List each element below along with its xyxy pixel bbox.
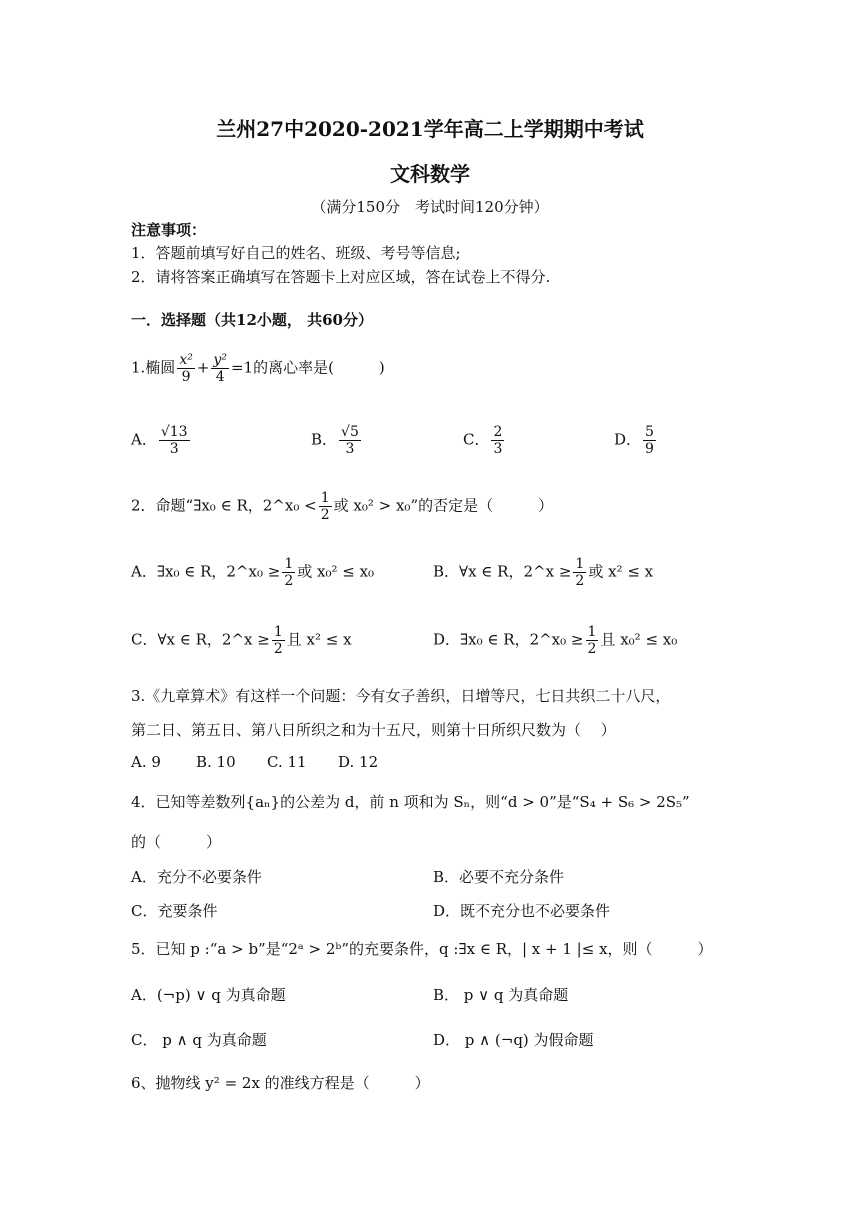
exam-info: （满分150分 考试时间120分钟） xyxy=(311,198,549,216)
q2-option-a: A．∃x₀ ∈ R，2^x₀ ≥ $\frac{1}{2}$ 或 x₀² ≤ x₀ xyxy=(131,556,375,590)
q1-prefix: 1.椭圆 xyxy=(131,358,176,377)
q1-option-c: C． $\frac{2}{3}$ xyxy=(463,424,503,458)
q4-option-c: C．充要条件 xyxy=(131,902,218,920)
q4-option-a: A．充分不必要条件 xyxy=(131,868,262,886)
question-1 xyxy=(131,352,385,385)
notice-heading: 注意事项： xyxy=(131,221,207,239)
exam-title: 兰州27中2020-2021学年高二上学期期中考试 xyxy=(216,117,644,141)
q5-option-d: D． p ∧ (¬q) 为假命题 xyxy=(433,1031,594,1049)
q1-suffix: 的离心率是( ) xyxy=(253,358,385,377)
q4-option-d: D．既不充分也不必要条件 xyxy=(433,902,611,920)
q3-option-a: A. 9 xyxy=(131,753,161,771)
question-6: 6、抛物线 y² = 2x 的准线方程是（ ） xyxy=(131,1074,430,1092)
question-4-line-1: 4．已知等差数列{aₙ}的公差为 d，前 n 项和为 Sₙ，则“d > 0”是“S₄ + S₆ > 2S₅” xyxy=(131,793,690,811)
q2-option-c: C．∀x ∈ R，2^x ≥ $\frac{1}{2}$ 且 x² ≤ x xyxy=(131,624,352,658)
q5-option-a: A．(¬p) ∨ q 为真命题 xyxy=(131,986,286,1004)
notice-item-2: 2．请将答案正确填写在答题卡上对应区域，答在试卷上不得分. xyxy=(131,268,551,286)
q2-option-d: D．∃x₀ ∈ R，2^x₀ ≥ $\frac{1}{2}$ 且 x₀² ≤ x₀ xyxy=(433,624,678,658)
q3-option-c: C. 11 xyxy=(267,753,307,771)
q2-option-b: B．∀x ∈ R，2^x ≥ $\frac{1}{2}$ 或 x² ≤ x xyxy=(433,556,654,590)
question-4-line-2: 的（ ） xyxy=(131,833,222,851)
question-2: 2．命题“∃x₀ ∈ R，2^x₀ < $\frac{1}{2}$ 或 x₀² > x₀”的否定是（ ） xyxy=(131,490,554,524)
exam-subtitle: 文科数学 xyxy=(390,162,470,186)
notice-item-1: 1．答题前填写好自己的姓名、班级、考号等信息; xyxy=(131,244,461,262)
q1-option-b: B． $\frac{√5}{3}$ xyxy=(311,424,359,458)
q3-option-b: B. 10 xyxy=(196,753,236,771)
q3-option-d: D. 12 xyxy=(338,753,379,771)
q1-option-a: A． $\frac{√13}{3}$ xyxy=(131,424,188,458)
q4-option-b: B．必要不充分条件 xyxy=(433,868,565,886)
q1-fraction-y: $\frac{\text{y²}}{4}$ xyxy=(213,352,227,386)
q1-fraction-x: $\frac{\text{x²}}{9}$ xyxy=(179,352,193,386)
question-3-line-2: 第二日、第五日、第八日所织之和为十五尺，则第十日所织尺数为（ ） xyxy=(131,721,616,739)
section-title: 一．选择题（共12小题， 共60分） xyxy=(131,311,373,329)
q1-option-d: D． $\frac{5}{9}$ xyxy=(614,424,654,458)
question-5: 5．已知 p :“a > b”是“2ᵃ > 2ᵇ”的充要条件，q :∃x ∈ R，| x + 1 |≤ x，则（ ） xyxy=(131,940,713,958)
q5-option-b: B． p ∨ q 为真命题 xyxy=(433,986,569,1004)
q1-equals: =1 xyxy=(230,358,254,377)
question-3-line-1: 3.《九章算术》有这样一个问题：今有女子善织，日增等尺，七日共织二十八尺， xyxy=(131,687,671,705)
q1-plus: + xyxy=(196,358,210,377)
q5-option-c: C． p ∧ q 为真命题 xyxy=(131,1031,267,1049)
